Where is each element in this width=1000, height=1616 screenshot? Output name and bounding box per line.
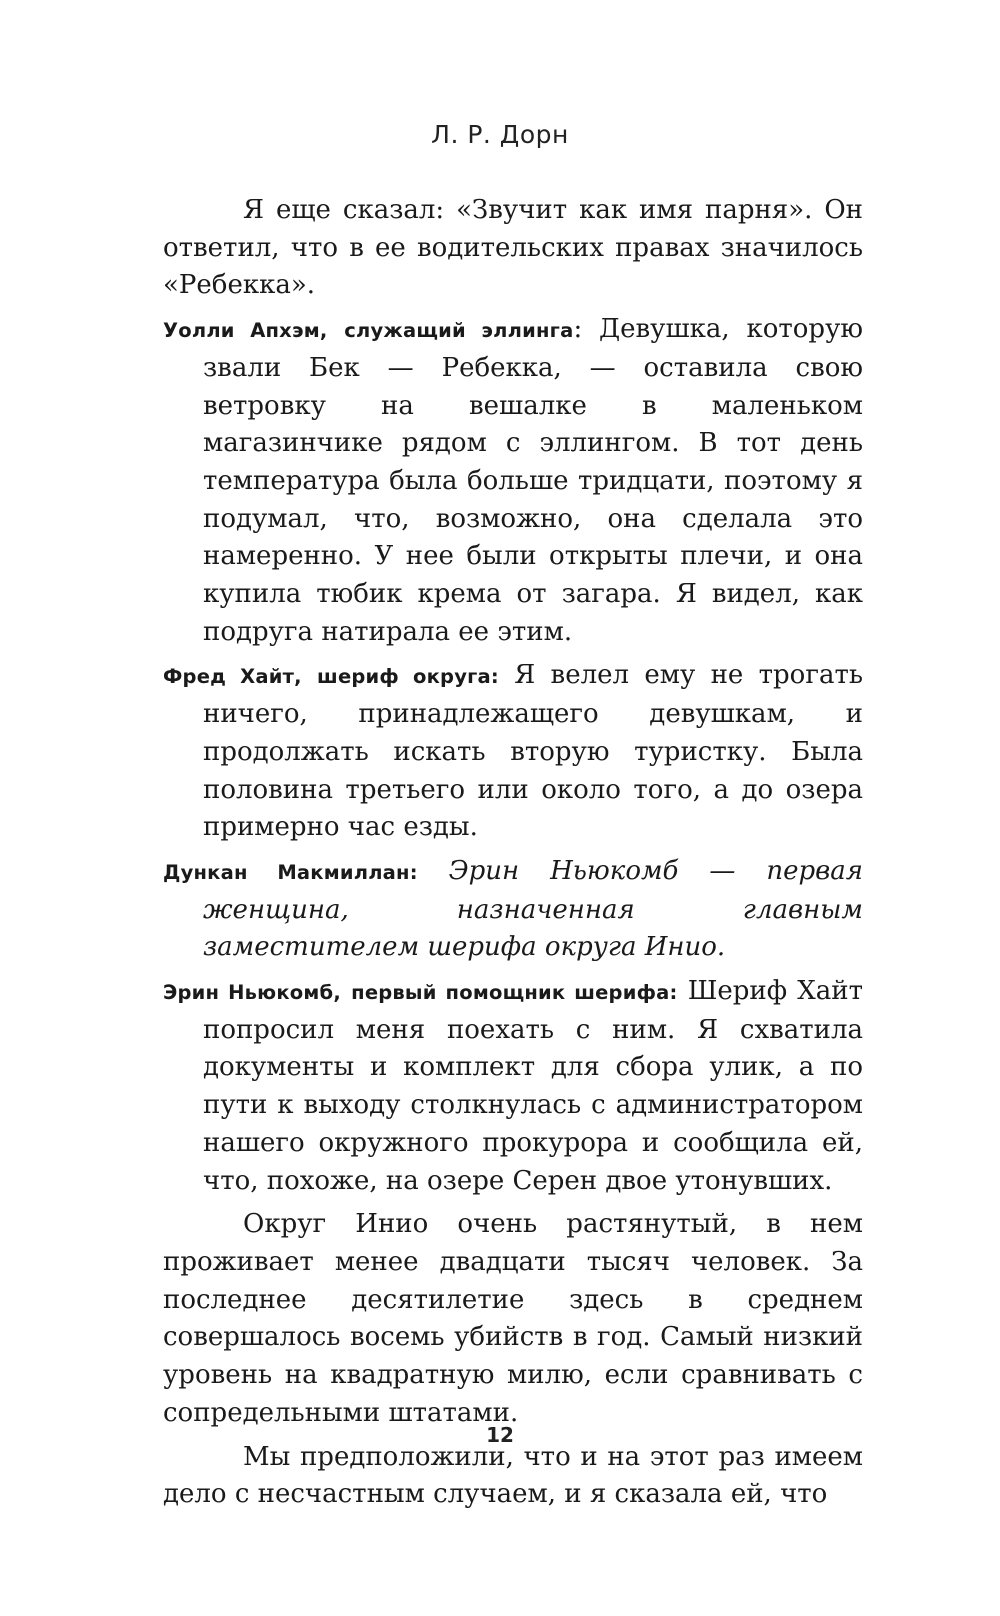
interview-entry	[163, 853, 863, 967]
speaker-name: Эрин Ньюкомб,	[163, 981, 341, 1005]
paragraph: Округ Инио очень растянутый, в нем проживает менее двадцати тысяч человек. За последнее десятилетие здесь в среднем совершалось восемь убийств в год. Самый низкий уровень на квадратную милю, если сравнивать с сопредельными штатами.	[163, 1209, 863, 1428]
speaker-role: шериф округа:	[317, 665, 499, 689]
speaker-role: служащий эллинга	[344, 319, 574, 343]
paragraph: Я еще сказал: «Звучит как имя парня». Он ответил, что в ее водительских правах значилось «Ребекка».	[163, 195, 863, 301]
running-header: Л. Р. Дорн	[431, 120, 569, 149]
speaker-role: первый помощник шерифа:	[351, 981, 678, 1005]
speaker-name: Дункан Макмиллан:	[163, 860, 418, 884]
page-body	[163, 192, 863, 1514]
interview-entry	[163, 311, 863, 651]
paragraph: Мы предположили, что и на этот раз имеем дело с несчастным случаем, и я сказала ей, что	[163, 1441, 863, 1510]
page-number: 12	[486, 1423, 514, 1447]
entry-text-italic: Эрин Ньюкомб — первая женщина, назначенная главным заместителем шерифа округа Инио.	[203, 855, 863, 963]
interview-entry	[163, 973, 863, 1200]
entry-spacer	[677, 976, 687, 1006]
entry-text: Девушка, которую звали Бек — Ребекка, — оставила свою ветровку на вешалке в маленьком магазинчике рядом с эллингом. В тот день температура была больше тридцати, поэтому я подумал, что, возможно, она сделала это намеренно. У нее были открыты плечи, и она купила тюбик крема от загара. Я видел, как подруга натирала ее этим.	[203, 314, 863, 647]
separator: :	[573, 314, 583, 345]
entry-text: Я велел ему не трогать ничего, принадлежащего девушкам, и продолжать искать вторую туристку. Была половина третьего или около того, а до озера примерно час езды.	[203, 660, 863, 843]
speaker-name: Фред Хайт,	[163, 665, 302, 689]
interview-entry	[163, 657, 863, 847]
speaker-name: Уолли Апхэм,	[163, 319, 328, 343]
entry-text: Шериф Хайт попросил меня поехать с ним. Я схватила документы и комплект для сбора улик, а по пути к выходу столкнулась с администратором нашего окружного прокурора и сообщила ей, что, похоже, на озере Серен двое утонувших.	[203, 976, 863, 1196]
